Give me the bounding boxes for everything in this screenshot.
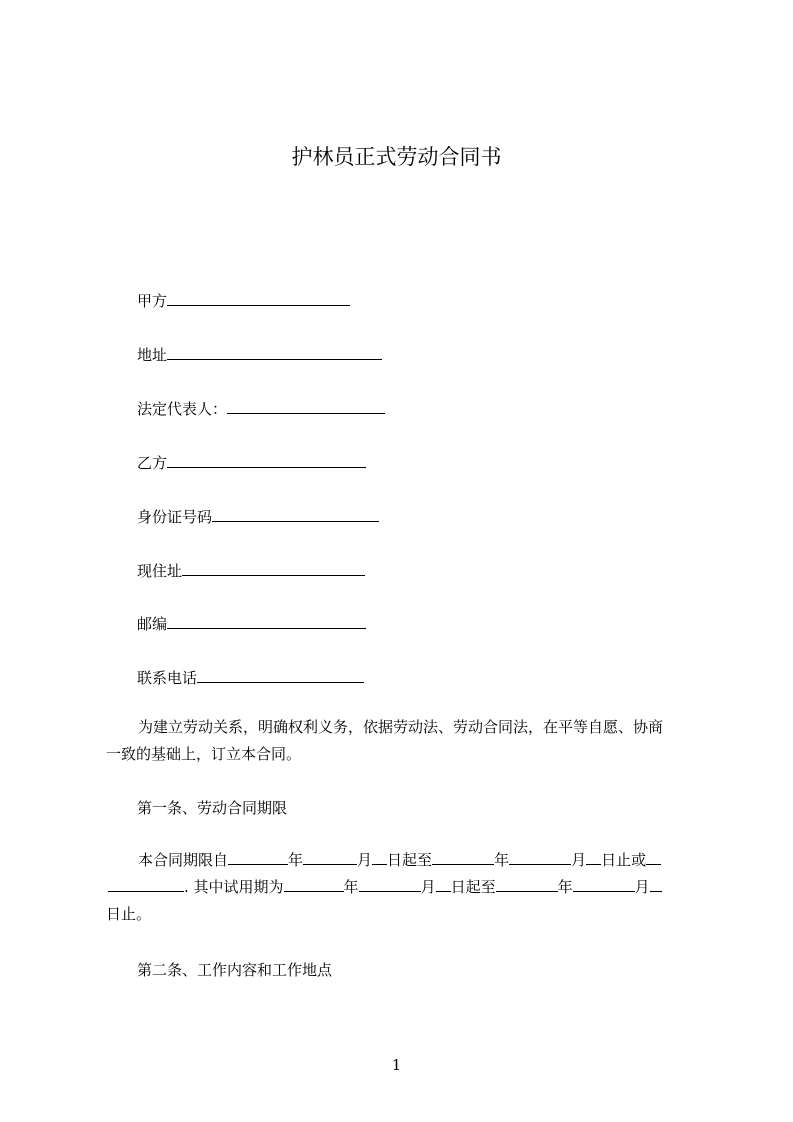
intro-line-2: 一致的基础上，订立本合同。 bbox=[106, 745, 302, 763]
term-alt-blank-b[interactable] bbox=[108, 877, 184, 892]
term-text-13: 月 bbox=[634, 878, 650, 896]
intro-paragraph bbox=[106, 714, 702, 768]
id-number-blank[interactable] bbox=[212, 506, 379, 522]
id-number-label: 身份证号码 bbox=[137, 508, 213, 526]
address-blank[interactable] bbox=[167, 344, 382, 360]
postcode-label: 邮编 bbox=[137, 615, 168, 633]
address-label: 地址 bbox=[137, 346, 168, 364]
party-a-field bbox=[137, 290, 350, 311]
document-title: 护林员正式劳动合同书 bbox=[291, 145, 502, 169]
term-text-11: 日起至 bbox=[450, 878, 496, 896]
term-paragraph bbox=[106, 847, 702, 928]
probation-start-year-blank[interactable] bbox=[284, 877, 344, 892]
current-address-field bbox=[137, 560, 365, 581]
phone-blank[interactable] bbox=[197, 667, 364, 683]
current-address-blank[interactable] bbox=[182, 560, 365, 576]
term-text-4: 日起至 bbox=[387, 851, 433, 869]
party-a-label: 甲方 bbox=[137, 292, 168, 310]
term-text-10: 月 bbox=[420, 878, 436, 896]
id-number-field bbox=[137, 506, 379, 527]
party-b-label: 乙方 bbox=[137, 454, 168, 472]
postcode-blank[interactable] bbox=[167, 613, 366, 629]
phone-field bbox=[137, 667, 364, 688]
term-start-day-blank[interactable] bbox=[372, 850, 387, 865]
term-end-day-blank[interactable] bbox=[586, 850, 601, 865]
term-start-month-blank[interactable] bbox=[303, 850, 357, 865]
term-end-year-blank[interactable] bbox=[432, 850, 494, 865]
legal-rep-blank[interactable] bbox=[227, 398, 385, 414]
article-2-heading: 第二条、工作内容和工作地点 bbox=[137, 961, 333, 979]
term-line-1 bbox=[106, 847, 702, 874]
term-end-month-blank[interactable] bbox=[509, 850, 571, 865]
term-line-2 bbox=[106, 874, 702, 901]
term-text-2: 年 bbox=[288, 851, 304, 869]
probation-start-day-blank[interactable] bbox=[436, 877, 451, 892]
article-1-heading: 第一条、劳动合同期限 bbox=[137, 799, 288, 817]
term-start-year-blank[interactable] bbox=[228, 850, 288, 865]
party-a-blank[interactable] bbox=[167, 290, 350, 306]
term-text-12: 年 bbox=[557, 878, 573, 896]
term-alt-blank-a[interactable] bbox=[646, 850, 661, 865]
legal-rep-field bbox=[137, 398, 385, 419]
term-text-6: 月 bbox=[571, 851, 587, 869]
probation-end-year-blank[interactable] bbox=[496, 877, 558, 892]
term-text-7: 日止或 bbox=[601, 851, 647, 869]
term-text-8: . 其中试用期为 bbox=[184, 878, 284, 896]
intro-line-1: 为建立劳动关系，明确权利义务，依据劳动法、劳动合同法，在平等自愿、协商 bbox=[138, 718, 664, 736]
term-text-3: 月 bbox=[357, 851, 373, 869]
probation-end-month-blank[interactable] bbox=[573, 877, 635, 892]
term-text-9: 年 bbox=[343, 878, 359, 896]
legal-rep-label: 法定代表人： bbox=[137, 400, 228, 418]
postcode-field bbox=[137, 613, 366, 634]
phone-label: 联系电话 bbox=[137, 669, 198, 687]
term-text-1: 本合同期限自 bbox=[138, 851, 229, 869]
probation-start-month-blank[interactable] bbox=[359, 877, 421, 892]
current-address-label: 现住址 bbox=[137, 562, 183, 580]
address-field bbox=[137, 344, 382, 365]
party-b-blank[interactable] bbox=[167, 452, 366, 468]
term-line-3: 日止。 bbox=[106, 905, 152, 923]
party-b-field bbox=[137, 452, 366, 473]
probation-end-day-blank[interactable] bbox=[650, 877, 662, 892]
page-number: 1 bbox=[391, 1056, 402, 1074]
term-text-5: 年 bbox=[494, 851, 510, 869]
